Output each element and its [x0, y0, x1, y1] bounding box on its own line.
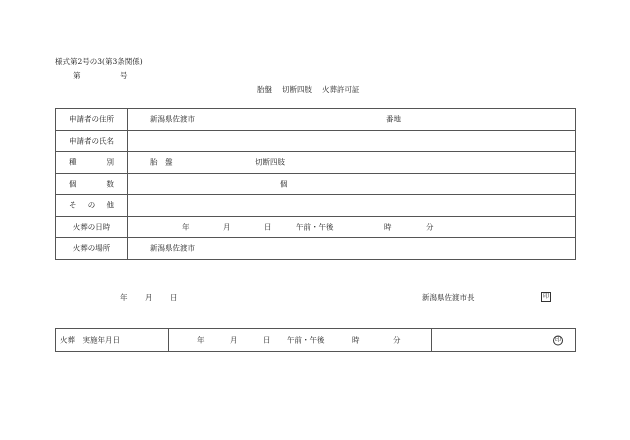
cremation-record-row [56, 329, 576, 352]
type-row [56, 152, 576, 174]
name-label-cell [56, 130, 128, 152]
datetime-minute: 分 [426, 222, 434, 232]
name-label: 申請者の氏名 [69, 136, 114, 146]
document-title [257, 86, 360, 94]
number-label: 第 [73, 71, 81, 80]
other-label-char-1: そ [69, 200, 77, 210]
name-value-cell[interactable] [128, 130, 576, 152]
other-label-char-3: 他 [106, 200, 114, 210]
count-unit: 個 [280, 179, 288, 189]
number-unit: 号 [120, 71, 128, 80]
type-option-amputated-limbs: 切断四肢 [255, 157, 285, 167]
title-amputated-limbs: 切断四肢 [282, 85, 312, 94]
round-seal-mark: 印 [554, 336, 561, 344]
datetime-label-cell [56, 216, 128, 238]
type-label-char-2: 別 [106, 157, 114, 167]
datetime-ampm: 午前・午後 [296, 222, 334, 232]
place-value-cell[interactable] [128, 238, 576, 260]
datetime-value-cell[interactable] [128, 216, 576, 238]
type-label-char-1: 種 [69, 157, 77, 167]
count-row [56, 173, 576, 195]
cremation-seal-cell[interactable] [432, 329, 576, 352]
type-value-cell[interactable] [128, 152, 576, 174]
seal-mark: 印 [542, 293, 549, 300]
cremation-date-label: 火葬 実施年月日 [60, 335, 120, 345]
issuer-name: 新潟県佐渡市長 [422, 293, 475, 302]
form-identifier: 様式第2号の3(第3条関係) [55, 57, 143, 66]
type-option-placenta: 胎 盤 [150, 157, 173, 167]
count-label-char-2: 数 [106, 179, 114, 189]
datetime-month: 月 [223, 222, 231, 232]
title-placenta: 胎盤 [257, 85, 272, 94]
name-row [56, 130, 576, 152]
cremation-hour: 時 [352, 335, 360, 345]
issue-month: 月 [145, 293, 153, 302]
cremation-ampm: 午前・午後 [287, 335, 325, 345]
place-value: 新潟県佐渡市 [150, 243, 195, 253]
cremation-record-table [55, 328, 576, 352]
address-label-cell [56, 109, 128, 131]
address-label: 申請者の住所 [69, 114, 114, 124]
type-label-cell [56, 152, 128, 174]
application-table [55, 108, 576, 260]
type-label [69, 157, 114, 168]
address-value-cell[interactable] [128, 109, 576, 131]
issue-year: 年 [120, 293, 128, 302]
cremation-date-label-cell [56, 329, 169, 352]
cremation-year: 年 [197, 335, 205, 345]
address-value: 新潟県佐渡市 [150, 114, 195, 124]
place-label-cell [56, 238, 128, 260]
issue-day: 日 [170, 293, 178, 302]
place-row [56, 238, 576, 260]
count-value-cell[interactable] [128, 173, 576, 195]
datetime-hour: 時 [384, 222, 392, 232]
address-row [56, 109, 576, 131]
other-label [69, 200, 114, 211]
address-suffix: 番地 [386, 114, 401, 124]
count-label-cell [56, 173, 128, 195]
cremation-day: 日 [263, 335, 271, 345]
place-label: 火葬の場所 [72, 243, 111, 253]
datetime-year: 年 [182, 222, 190, 232]
count-label-char-1: 個 [69, 179, 77, 189]
cremation-date-value-cell[interactable] [169, 329, 432, 352]
other-value-cell[interactable] [128, 195, 576, 217]
title-cremation-permit: 火葬許可証 [322, 85, 360, 94]
datetime-day: 日 [264, 222, 272, 232]
cremation-minute: 分 [393, 335, 401, 345]
datetime-row [56, 216, 576, 238]
issuer-seal [541, 292, 551, 302]
cremation-month: 月 [230, 335, 238, 345]
other-label-cell [56, 195, 128, 217]
count-label [69, 178, 114, 189]
datetime-label: 火葬の日時 [72, 222, 111, 232]
cremation-seal [553, 335, 563, 346]
other-label-char-2: の [87, 200, 96, 210]
other-row [56, 195, 576, 217]
